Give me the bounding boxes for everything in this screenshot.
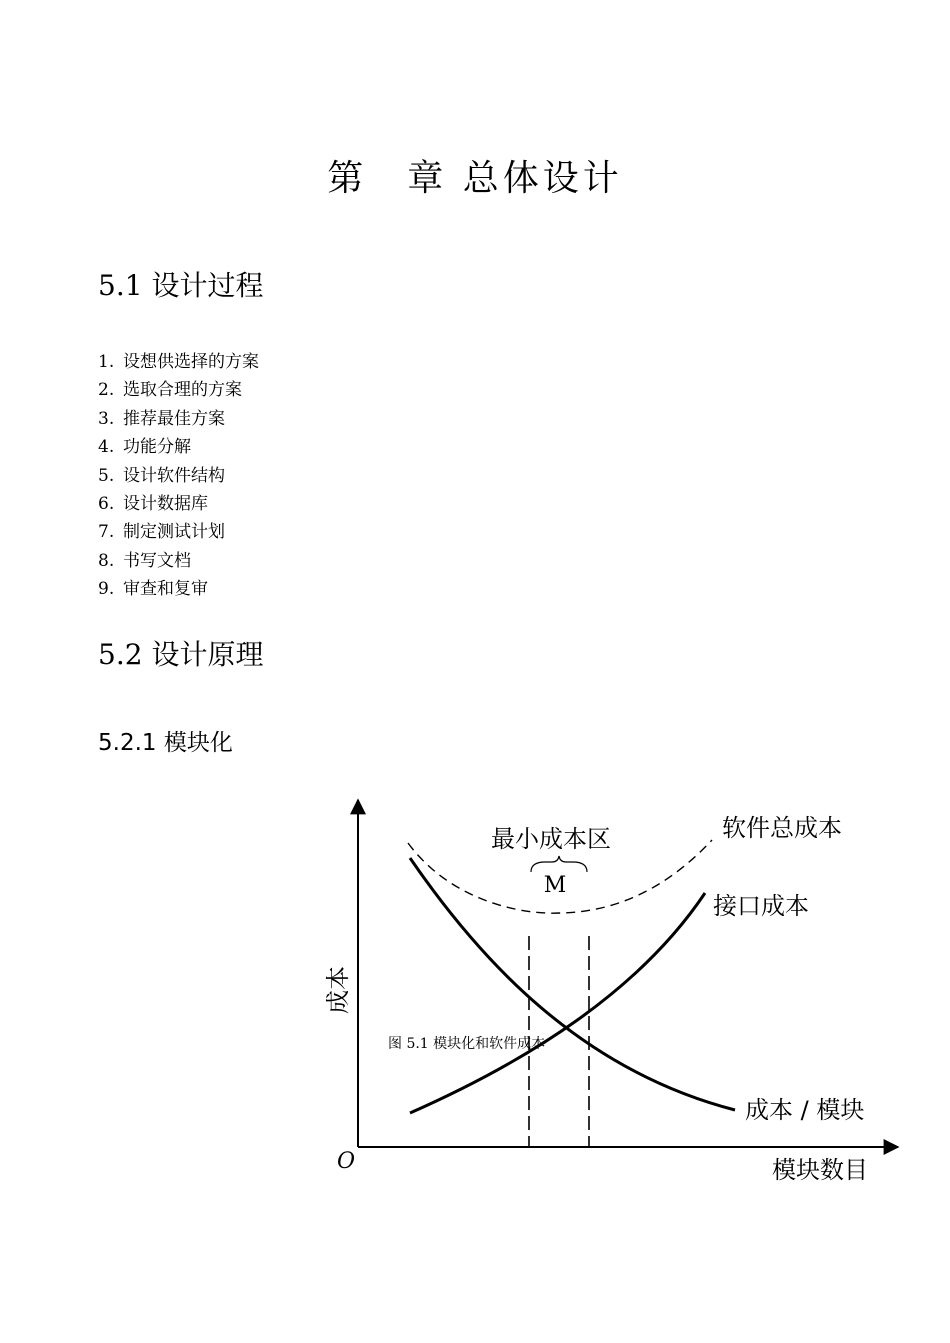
list-item-text: 审查和复审: [123, 579, 208, 600]
chapter-word: 章: [407, 158, 448, 199]
chapter-prefix: 第: [327, 158, 368, 199]
min-region-brace-icon: [531, 856, 587, 872]
section-title: 设计过程: [151, 269, 264, 302]
y-axis-label: 成本: [324, 966, 352, 1014]
list-item-number: 7.: [98, 522, 115, 543]
list-item-text: 选取合理的方案: [123, 380, 242, 401]
list-item-text: 制定测试计划: [123, 522, 225, 543]
x-axis-label: 模块数目: [772, 1156, 868, 1184]
section-number: 5.1: [98, 269, 143, 302]
list-item-text: 功能分解: [123, 437, 191, 458]
list-item-number: 2.: [98, 380, 115, 401]
list-item-text: 设计软件结构: [123, 465, 225, 486]
list-item-number: 8.: [98, 550, 115, 571]
chapter-name: 总体设计: [462, 158, 623, 199]
list-item-text: 设想供选择的方案: [123, 352, 259, 372]
list-item-number: 9.: [98, 579, 115, 600]
subsection-number: 5.2.1: [98, 730, 157, 756]
figure-caption: 图 5.1 模块化和软件成本: [388, 1036, 546, 1052]
min-cost-region-label: 最小成本区: [491, 825, 611, 853]
list-item-number: 5.: [98, 465, 115, 486]
cost-per-module-curve: [410, 858, 735, 1110]
list-item-number: 4.: [98, 437, 115, 458]
subsection-title: 模块化: [163, 730, 233, 756]
list-item-number: 3.: [98, 408, 115, 429]
interface-cost-label: 接口成本: [713, 892, 809, 920]
section-number: 5.2: [98, 638, 143, 671]
list-item-number: 6.: [98, 494, 115, 515]
list-item-text: 书写文档: [123, 550, 191, 571]
list-item-text: 推荐最佳方案: [123, 408, 225, 429]
total-cost-label: 软件总成本: [722, 814, 842, 842]
interface-cost-curve: [410, 893, 705, 1113]
min-cost-marker: M: [543, 873, 567, 898]
section-title: 设计原理: [151, 638, 264, 671]
origin-label: O: [337, 1149, 356, 1174]
list-item-text: 设计数据库: [123, 494, 208, 515]
list-item-number: 1.: [98, 352, 115, 372]
cost-per-module-label: 成本 / 模块: [745, 1096, 865, 1124]
